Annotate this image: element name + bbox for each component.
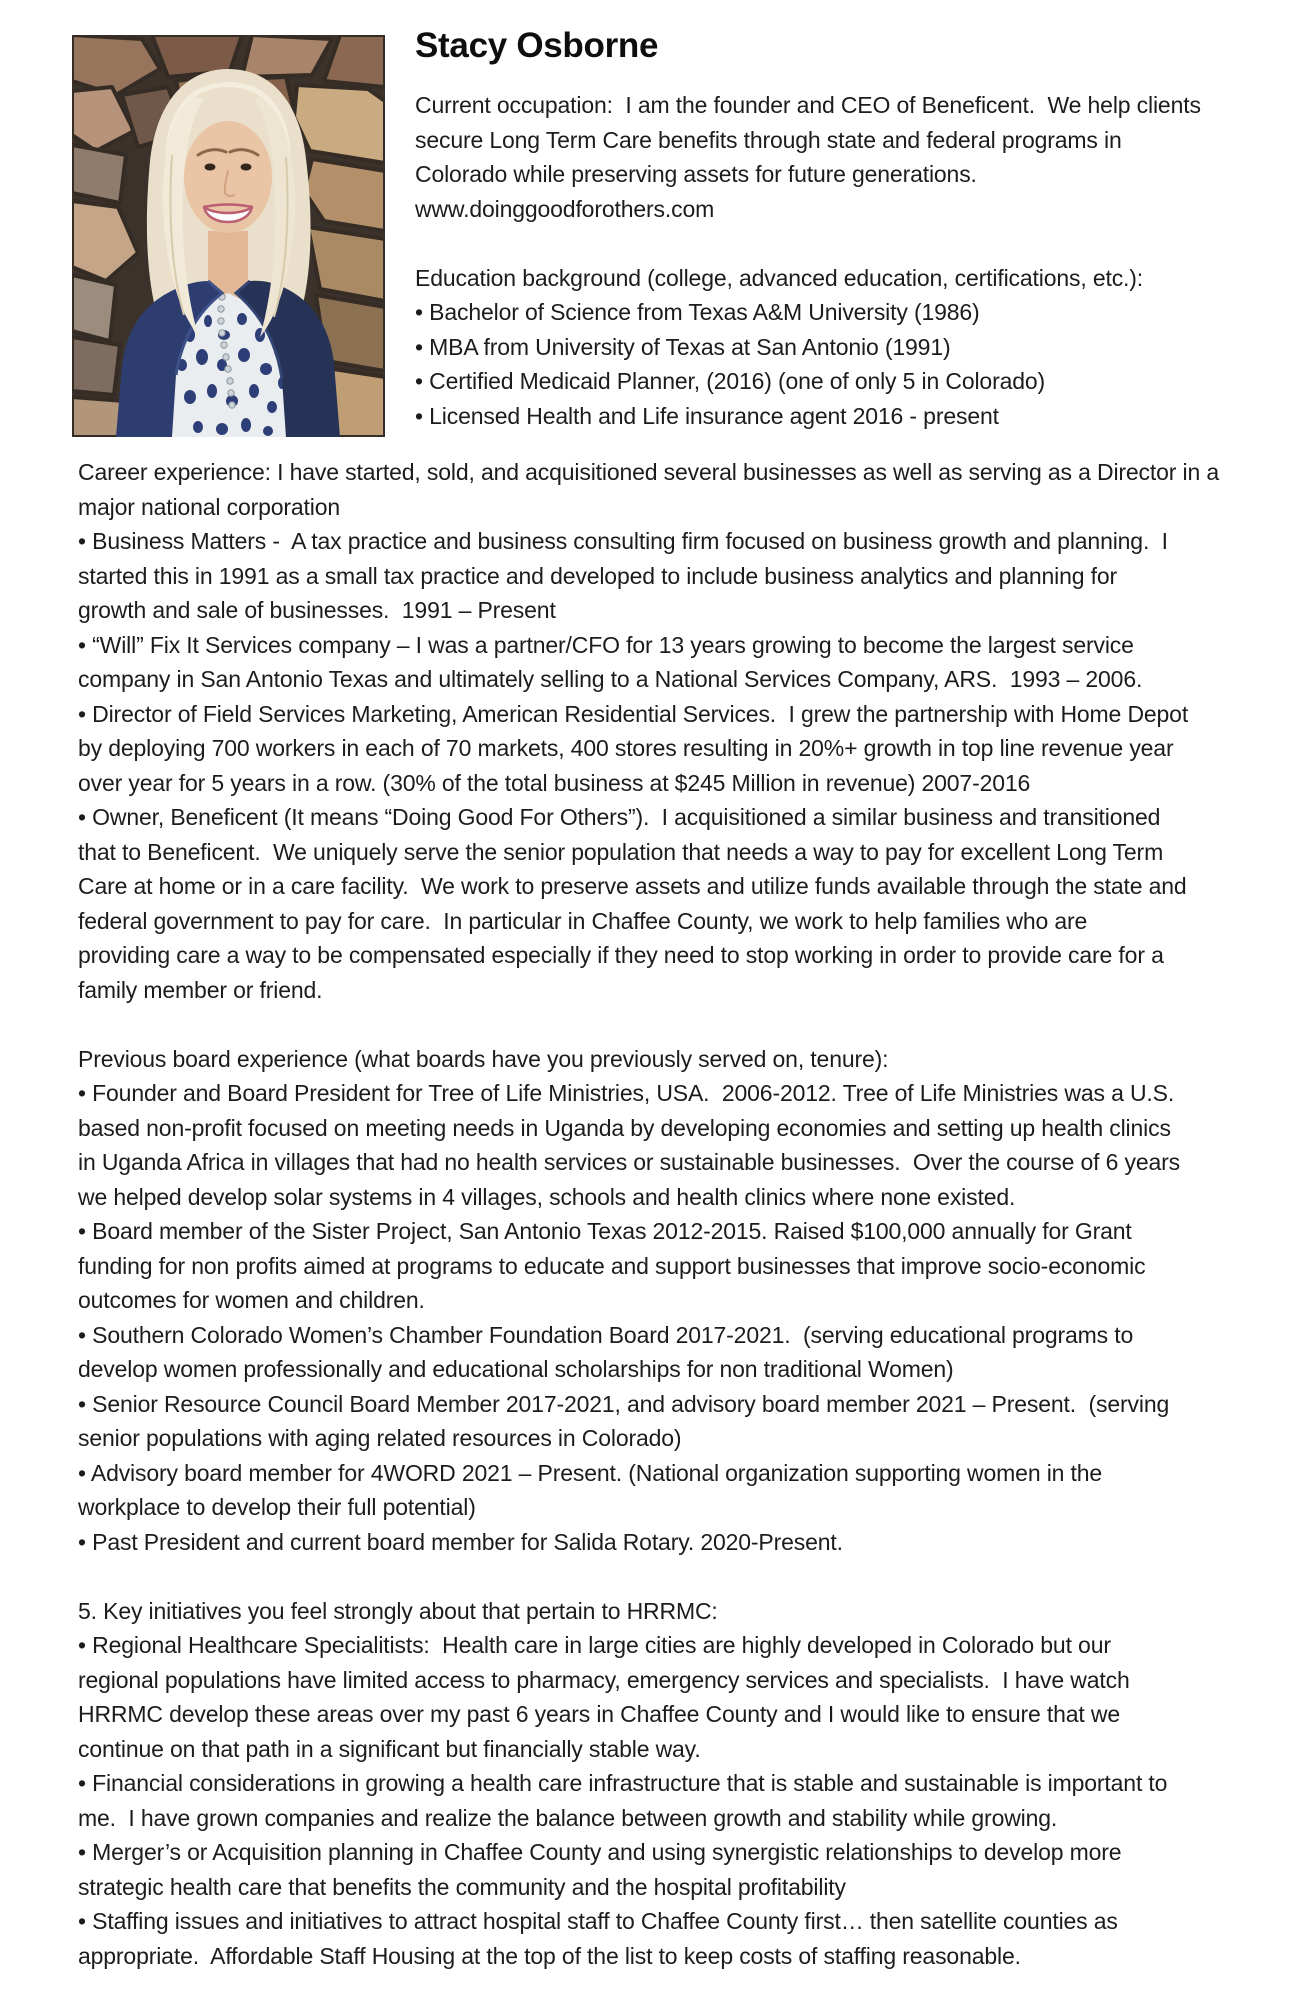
text-line: • MBA from University of Texas at San Antonio (1991) [415,333,951,360]
page-title: Stacy Osborne [415,26,659,65]
text-line: • Board member of the Sister Project, San Antonio Texas 2012-2015. Raised $100,000 annually for Grant [78,1218,1132,1244]
text-line: that to Beneficent. We uniquely serve the senior population that needs a way to pay for excellent Long Term [78,838,1164,865]
initiatives-section [78,1594,1268,1974]
section-spacer [78,1559,1268,1594]
text-line: • Business Matters - A tax practice and business consulting firm focused on business growth and planning. I [78,528,1168,554]
text-line: • Certified Medicaid Planner, (2016) (one of only 5 in Colorado) [415,368,1046,394]
text-line: funding for non profits aimed at programs to educate and support businesses that improve socio-economic [78,1252,1146,1279]
text-line: • Financial considerations in growing a health care infrastructure that is stable and sustainable is important to [78,1770,1168,1796]
text-line: based non-profit focused on meeting needs in Uganda by developing economies and setting up health clinics [78,1114,1171,1141]
board-heading: Previous board experience (what boards have you previously served on, tenure): [78,1045,889,1072]
text-line: family member or friend. [78,976,323,1003]
text-line: workplace to develop their full potential) [78,1494,476,1520]
text-line: • Owner, Beneficent (It means “Doing Good For Others”). I acquisitioned a similar business and transitioned [78,804,1161,830]
text-line: HRRMC develop these areas over my past 6 years in Chaffee County and I would like to ensure that we [78,1701,1120,1727]
education-heading: Education background (college, advanced education, certifications, etc.): [415,264,1144,291]
text-line: secure Long Term Care benefits through state and federal programs in [415,126,1122,153]
portrait-photo [72,35,385,437]
portrait-photo-illustration [72,35,385,437]
career-section [78,455,1268,1007]
education-list [415,295,1260,433]
text-line: company in San Antonio Texas and ultimately selling to a National Services Company, ARS. 1993 – 2006. [78,666,1143,692]
text-line: we helped develop solar systems in 4 villages, schools and health clinics where none existed. [78,1183,1016,1210]
text-line: major national corporation [78,493,341,520]
text-line: • “Will” Fix It Services company – I was a partner/CFO for 13 years growing to become the largest service [78,631,1134,658]
text-line: Current occupation: I am the founder and CEO of Beneficent. We help clients [415,92,1201,118]
text-line: • Merger’s or Acquisition planning in Chaffee County and using synergistic relationships to develop more [78,1839,1122,1865]
text-line: appropriate. Affordable Staff Housing at the top of the list to keep costs of staffing reasonable. [78,1942,1021,1969]
text-line: • Past President and current board member for Salida Rotary. 2020-Present. [78,1528,843,1555]
website-url: www.doinggoodforothers.com [415,195,715,222]
text-line: • Founder and Board President for Tree of Life Ministries, USA. 2006-2012. Tree of Life Ministries was a U.S. [78,1080,1175,1106]
text-line: • Southern Colorado Women’s Chamber Foundation Board 2017-2021. (serving educational programs to [78,1321,1134,1348]
text-line: continue on that path in a significant but financially stable way. [78,1735,701,1762]
profile-header-column [415,26,1260,433]
bio-body [78,455,1268,1973]
text-line: regional populations have limited access to pharmacy, emergency services and specialists. I have watch [78,1666,1130,1693]
text-line: providing care a way to be compensated especially if they need to stop working in order to provide care for a [78,942,1164,968]
occupation-paragraph [415,88,1260,192]
text-line: Career experience: I have started, sold, and acquisitioned several businesses as well as serving as a Director in a [78,459,1220,485]
text-line: Care at home or in a care facility. We work to preserve assets and utilize funds available through the state and [78,873,1187,899]
text-line: over year for 5 years in a row. (30% of the total business at $245 Million in revenue) 2007-2016 [78,769,1031,796]
text-line: in Uganda Africa in villages that had no health services or sustainable businesses. Over the course of 6 years [78,1149,1181,1175]
text-line: strategic health care that benefits the community and the hospital profitability [78,1873,846,1900]
text-line: by deploying 700 workers in each of 70 markets, 400 stores resulting in 20%+ growth in top line revenue year [78,735,1174,761]
section-spacer [78,1007,1268,1042]
text-line: develop women professionally and educational scholarships for non traditional Women) [78,1356,954,1382]
text-line: • Director of Field Services Marketing, American Residential Services. I grew the partnership with Home Depot [78,700,1189,727]
text-line: • Staffing issues and initiatives to attract hospital staff to Chaffee County first… then satellite counties as [78,1908,1118,1934]
text-line: Colorado while preserving assets for future generations. [415,161,977,187]
text-line: growth and sale of businesses. 1991 – Present [78,597,556,623]
text-line: started this in 1991 as a small tax practice and developed to include business analytics and planning for [78,562,1118,589]
text-line: senior populations with aging related resources in Colorado) [78,1425,682,1451]
initiatives-heading: 5. Key initiatives you feel strongly about that pertain to HRRMC: [78,1597,718,1624]
board-list [78,1076,1268,1559]
text-line: • Senior Resource Council Board Member 2017-2021, and advisory board member 2021 – Present. (serving [78,1390,1170,1417]
text-line: • Bachelor of Science from Texas A&M University (1986) [415,299,980,325]
text-line: outcomes for women and children. [78,1287,425,1313]
text-line: federal government to pay for care. In particular in Chaffee County, we work to help families who are [78,907,1088,934]
education-section [415,261,1260,434]
text-line: me. I have grown companies and realize the balance between growth and stability while growing. [78,1804,1058,1831]
text-line: • Regional Healthcare Specialitists: Health care in large cities are highly developed in Colorado but our [78,1632,1111,1658]
text-line: • Licensed Health and Life insurance agent 2016 - present [415,402,999,429]
board-section [78,1042,1268,1560]
text-line: • Advisory board member for 4WORD 2021 – Present. (National organization supporting women in the [78,1459,1103,1486]
initiatives-list [78,1628,1268,1973]
